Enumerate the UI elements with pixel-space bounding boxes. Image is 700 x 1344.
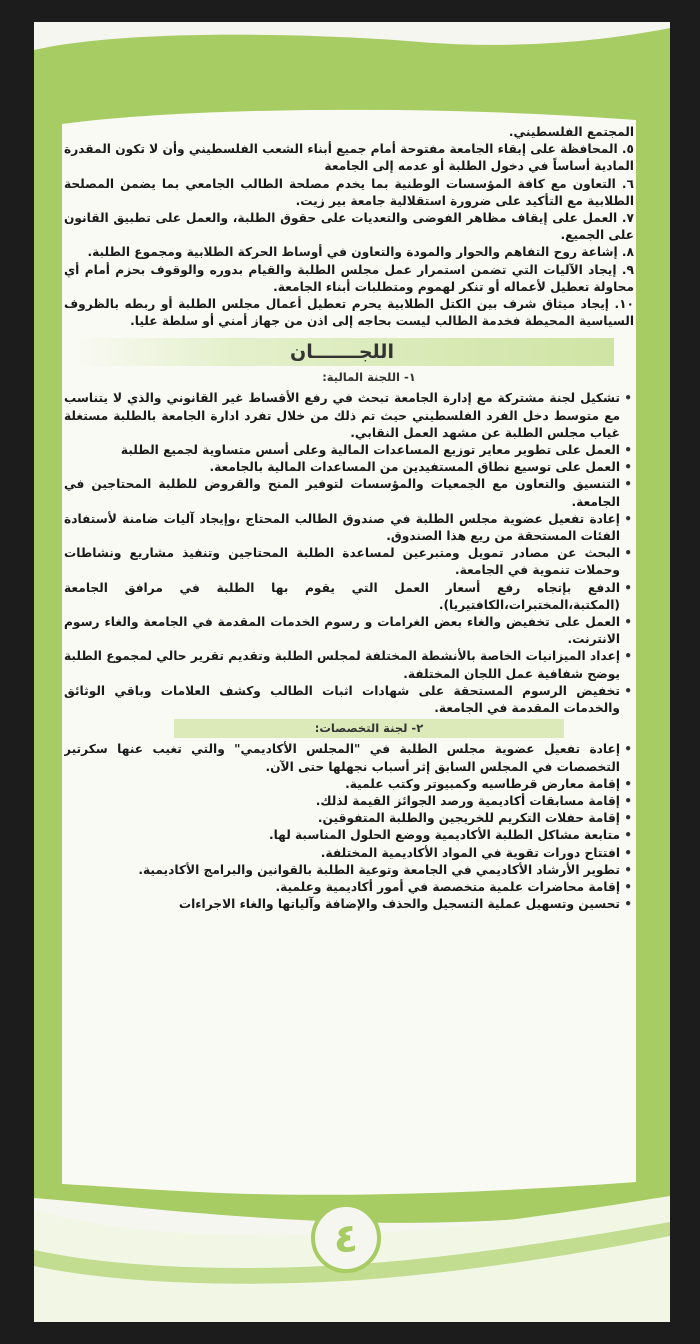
- list-item: • العمل على تطوير معاير توزيع المساعدات المالية وعلى أسس متساوية لجميع الطلبة: [64, 442, 620, 459]
- list-item: • إقامة حفلات التكريم للخريجين والطلبة المتفوقين.: [64, 810, 620, 827]
- specialties-list: [64, 741, 634, 913]
- specialties-heading: ٢- لجنة التخصصات:: [314, 721, 424, 736]
- page-number-badge: [310, 1202, 382, 1274]
- list-item: • افتتاح دورات تقوية في المواد الأكاديمية المختلفة.: [64, 845, 620, 862]
- financial-list: [64, 390, 634, 717]
- list-item: • إعادة تفعيل عضوية مجلس الطلبة في صندوق الطالب المحتاج ،وإيجاد آليات ضامنة لأستفادة الفئات المستحقة من ريع هذا الصندوق.: [64, 511, 620, 545]
- document-body: [64, 124, 634, 1204]
- list-item: • إعادة تفعيل عضوية مجلس الطلبة في "المجلس الأكاديمي" والتي تغيب عنها سكرتير التخصصات في المجلس السابق إثر أسباب نجهلها حتى الآن.: [64, 741, 620, 775]
- list-item: • تحسين وتسهيل عملية التسجيل والحذف والإضافة وآلياتها والغاء الاجراءات: [64, 896, 620, 913]
- intro-line: المجتمع الفلسطيني.: [508, 125, 634, 139]
- list-item: • تخفيض الرسوم المستحقة على شهادات اثبات الطالب وكشف العلامات وباقي الوثائق والخدمات المقدمة في الجامعة.: [64, 683, 620, 717]
- specialties-heading-band: [174, 719, 564, 738]
- list-item: • الدفع بإتجاه رفع أسعار العمل التي يقوم بها الطلبة في مرافق الجامعة (المكتبة،المختبرات،الكافتيريا).: [64, 580, 620, 614]
- list-item: • متابعة مشاكل الطلبة الأكاديمية ووضع الحلول المناسبة لها.: [64, 827, 620, 844]
- list-item: • تشكيل لجنة مشتركة مع إدارة الجامعة تبحث في رفع الأقساط غير القانوني والذي لا يتناسب مع متوسط دخل الفرد الفلسطيني حيث تم ذلك من خلال تفرد ادارة الجامعة بالطلبة مستغلة غياب مجلس الطلبة عن مشهد العمل النقابي.: [64, 390, 620, 442]
- list-item: • تطوير الأرشاد الأكاديمي في الجامعة وتوعية الطلبة بالقوانين والبرامج الأكاديمية.: [64, 862, 620, 879]
- list-item: • إعداد الميزانيات الخاصة بالأنشطة المختلفة لمجلس الطلبة وتقديم تقرير حالي لمجموع الطلبة يوضح شفافية عمل اللجان المختلفة.: [64, 648, 620, 682]
- list-item: • البحث عن مصادر تمويل ومتبرعين لمساعدة الطلبة المحتاجين وتنفيذ مشاريع ونشاطات وحملات تنموية في الجامعة.: [64, 545, 620, 579]
- page-number: ٤: [333, 1216, 359, 1262]
- financial-heading-band: [174, 368, 564, 387]
- financial-heading: ١- اللجنة المالية:: [322, 370, 416, 385]
- list-item: • التنسيق والتعاون مع الجمعيات والمؤسسات لتوفير المنح والقروض للطلبة المحتاجين في الجامعة.: [64, 476, 620, 510]
- committees-title-band: [70, 338, 614, 366]
- list-item: • العمل على توسيع نطاق المستفيدين من المساعدات المالية بالجامعة.: [64, 459, 620, 476]
- goal-item-9: ٩. إيجاد الآليات التي تضمن استمرار عمل مجلس الطلبة والقيام بدوره والوقوف بحزم أمام أي محاولة تعطيل لأعماله أو تنكر لهموم ومتطلبات أبناء الجامعة.: [64, 262, 634, 294]
- goal-item-5: ٥. المحافظة على إبقاء الجامعة مفتوحة أمام جميع أبناء الشعب الفلسطيني وأن لا تكون المقدرة المادية أساساً في دخول الطلبة أو عدمه إلى الجامعة: [64, 142, 634, 174]
- goal-item-10: ١٠. إيجاد ميثاق شرف بين الكتل الطلابية يحرم تعطيل أعمال مجلس الطلبة أو ربطه بالظروف السياسية المحيطة فخدمة الطالب ليست بحاجه إلى اذن من جهاز أمني أو سلطة عليا.: [64, 297, 634, 329]
- committees-title: اللجـــــــان: [290, 341, 394, 364]
- list-item: • إقامة مسابقات أكاديمية ورصد الجوائز القيمة لذلك.: [64, 793, 620, 810]
- list-item: • العمل على تخفيض والغاء بعض الغرامات و رسوم الخدمات المقدمة في الجامعة والغاء رسوم الانترنت.: [64, 614, 620, 648]
- list-item: • إقامة محاضرات علمية متخصصة في أمور أكاديمية وعلمية.: [64, 879, 620, 896]
- list-item: • إقامة معارض قرطاسيه وكمبيوتر وكتب علمية.: [64, 776, 620, 793]
- goal-item-6: ٦. التعاون مع كافة المؤسسات الوطنية بما يخدم مصلحة الطالب الجامعي بما يضمن المصلحة الطلابية مع التأكيد على ضرورة استقلالية جامعة بير زيت.: [64, 176, 634, 208]
- goal-item-7: ٧. العمل على إيقاف مظاهر الفوضى والتعديات على حقوق الطلبة، والعمل على تطبيق القانون على الجميع.: [64, 211, 634, 243]
- goal-item-8: ٨. إشاعة روح التفاهم والحوار والمودة والتعاون في أوساط الحركة الطلابية ومجموع الطلبة.: [87, 245, 634, 260]
